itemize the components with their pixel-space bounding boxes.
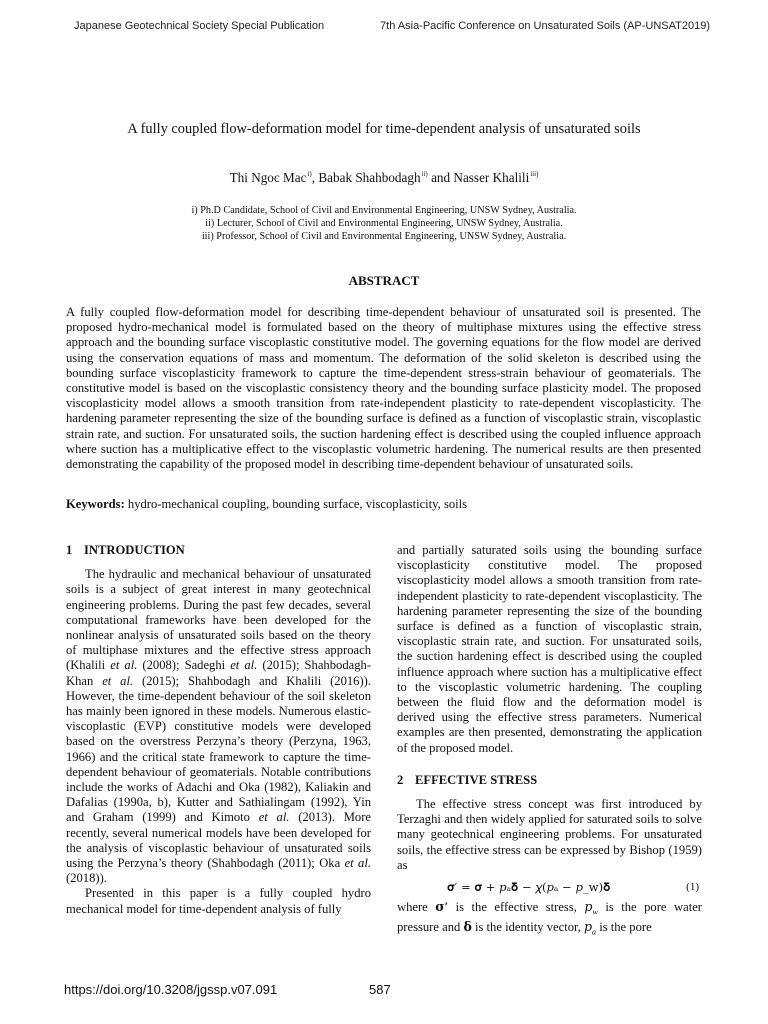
author-name: Babak Shahbodagh bbox=[318, 170, 421, 185]
text-run: is the pore bbox=[596, 919, 652, 934]
page-number: 587 bbox=[369, 982, 391, 997]
running-header-publication: Japanese Geotechnical Society Special Publication bbox=[74, 20, 325, 32]
text-run: et al. bbox=[230, 658, 258, 673]
author-separator: , bbox=[311, 170, 319, 185]
section-title: INTRODUCTION bbox=[84, 543, 185, 557]
keywords-text: hydro-mechanical coupling, bounding surface, viscoplasticity, soils bbox=[124, 497, 468, 511]
section-heading-introduction bbox=[66, 543, 371, 558]
equation-number: (1) bbox=[686, 881, 699, 894]
author-name: Thi Ngoc Mac bbox=[229, 170, 307, 185]
doi-link[interactable]: https://doi.org/10.3208/jgssp.v07.091 bbox=[64, 982, 278, 997]
section-number: 2 bbox=[397, 772, 404, 787]
affiliations bbox=[0, 204, 768, 244]
text-run: et al. bbox=[344, 856, 371, 871]
text-run: 𝑝 bbox=[584, 900, 593, 915]
abstract-body: A fully coupled flow-deformation model for describing time-dependent behaviour of unsaturated soil is presented. The proposed hydro-mechanical model is formulated based on the theory of multiphase mixtures using the effective stress approach and the bounding surface viscoplastic constitutive model. The governing equations for the flow model are derived using the conservation equations of mass and momentum. The deformation of the solid skeleton is described using the bounding surface viscoplasticity framework to capture the time-dependent stress-strain behaviour of geomaterials. The constitutive model is based on the viscoplastic consistency theory and the bounding surface plasticity model. The proposed viscoplasticity model allows a smooth transition from rate-independent plasticity to rate-dependent viscoplasticity. The hardening parameter representing the size of the bounding surface is defined as a function of viscoplastic strain, viscoplastic strain rate, and suction. For unsaturated soils, the suction hardening effect is described using the coupled influence approach where suction has a multiplicative effect to the viscoplastic volumetric hardening. The numerical results are then presented demonstrating the capability of the proposed model in describing time-dependent behaviour of unsaturated soils. bbox=[66, 305, 701, 472]
text-run: et al. bbox=[258, 810, 290, 825]
abstract-heading: ABSTRACT bbox=[348, 273, 420, 288]
affiliation-line: i) Ph.D Candidate, School of Civil and Environmental Engineering, UNSW Sydney, Australia. bbox=[191, 205, 577, 216]
text-run: is the pore water pressure and bbox=[397, 900, 702, 934]
author-affiliation-mark: i) bbox=[307, 170, 312, 178]
text-run: (2013). More recently, several numerical models have been developed for the analysis of viscoplastic behaviour of unsaturated soils using the Perzyna’s theory (Shahbodagh (2011); Oka bbox=[66, 810, 371, 871]
equation-expression: 𝛔′ = 𝛔 + 𝑝ₐ𝛅 − 𝜒(𝑝ₐ − 𝑝_w)𝛅 bbox=[447, 880, 611, 895]
text-run: 𝛅 bbox=[463, 919, 472, 934]
section-number: 1 bbox=[66, 543, 73, 557]
author-name: Nasser Khalili bbox=[453, 170, 530, 185]
text-run: a bbox=[592, 927, 597, 937]
author-affiliation-mark: ii) bbox=[421, 170, 428, 178]
affiliation-line: ii) Lecturer, School of Civil and Environmental Engineering, UNSW Sydney, Australia. bbox=[205, 218, 563, 230]
section-title: EFFECTIVE STRESS bbox=[415, 772, 538, 787]
intro-paragraph-2-continued: and partially saturated soils using the bounding surface viscoplasticity constitutive model. The proposed viscoplasticity model allows a smooth transition from rate-independent plasticity to rate-dependent viscoplasticity. The hardening parameter representing the size of the bounding surface is defined as a function of viscoplastic strain, viscoplastic strain rate, and suction. For unsaturated soils, the suction hardening effect is described using the coupled influence approach where suction has a multiplicative effect to the viscoplastic volumetric hardening. The coupling between the fluid flow and the deformation model is derived using the effective stress parameters. Numerical examples are then presented, demonstrating the application of the proposed model. bbox=[397, 543, 702, 755]
running-header-conference: 7th Asia-Pacific Conference on Unsaturated Soils (AP-UNSAT2019) bbox=[380, 20, 710, 32]
text-run: is the identity vector, bbox=[471, 919, 584, 934]
text-run: (2008); Sadeghi bbox=[137, 658, 231, 673]
right-column bbox=[397, 543, 702, 940]
affiliation-line: iii) Professor, School of Civil and Environmental Engineering, UNSW Sydney, Australia. bbox=[201, 231, 567, 243]
text-run: The hydraulic and mechanical behaviour of unsaturated soils is a subject of great interest in many geotechnical engineering problems. During the past few decades, several computational frameworks have been developed for the nonlinear analysis of unsaturated soils based on the theory of multiphase mixtures and the effective stress approach (Khalili bbox=[66, 567, 371, 673]
intro-paragraph-2: Presented in this paper is a fully coupled hydro mechanical model for time-dependent analysis of fully bbox=[66, 886, 371, 916]
equation-1 bbox=[397, 876, 702, 898]
author-separator: and bbox=[427, 170, 454, 185]
text-run: (2015); Shahbodagh and Khalili (2016)). However, the time-dependent behaviour of the soil skeleton has mainly been ignored in these models. Numerous elastic-viscoplastic (EVP) constitutive models were developed based on the overstress Perzyna’s theory (Perzyna, 1963, 1966) and the critical state framework to capture the time-dependent behaviour of geomaterials. Notable contributions include the works of Adachi and Oka (1982), Kaliakin and Dafalias (1990a, b), Kutter and Sathialingam (1992), Yin and Graham (1999) and Kimoto bbox=[66, 673, 372, 825]
effective-stress-paragraph-2 bbox=[397, 900, 702, 939]
text-run: et al. bbox=[110, 658, 138, 673]
left-column bbox=[66, 543, 371, 917]
section-heading-effective-stress bbox=[397, 773, 702, 788]
keywords-label: Keywords: bbox=[66, 497, 125, 511]
author-list bbox=[0, 170, 768, 186]
text-run: 𝛔′ bbox=[435, 900, 449, 915]
text-run: (2015); Shahbodagh-Khan bbox=[66, 658, 371, 688]
text-run: et al. bbox=[102, 673, 134, 688]
text-run: 𝑝 bbox=[583, 919, 593, 934]
text-run: is the effective stress, bbox=[448, 900, 585, 915]
paper-title: A fully coupled flow-deformation model for time-dependent analysis of unsaturated soils bbox=[127, 121, 641, 137]
text-run: where bbox=[397, 900, 436, 915]
keywords-line bbox=[66, 497, 701, 512]
text-run: (2018)). bbox=[66, 871, 107, 886]
intro-paragraph-1 bbox=[66, 567, 371, 886]
effective-stress-paragraph-1: The effective stress concept was first introduced by Terzaghi and then widely applied for saturated soils to solve many geotechnical engineering problems. For unsaturated soils, the effective stress can be expressed by Bishop (1959) as bbox=[397, 797, 702, 872]
text-run: w bbox=[592, 907, 598, 917]
author-affiliation-mark: iii) bbox=[530, 170, 539, 178]
